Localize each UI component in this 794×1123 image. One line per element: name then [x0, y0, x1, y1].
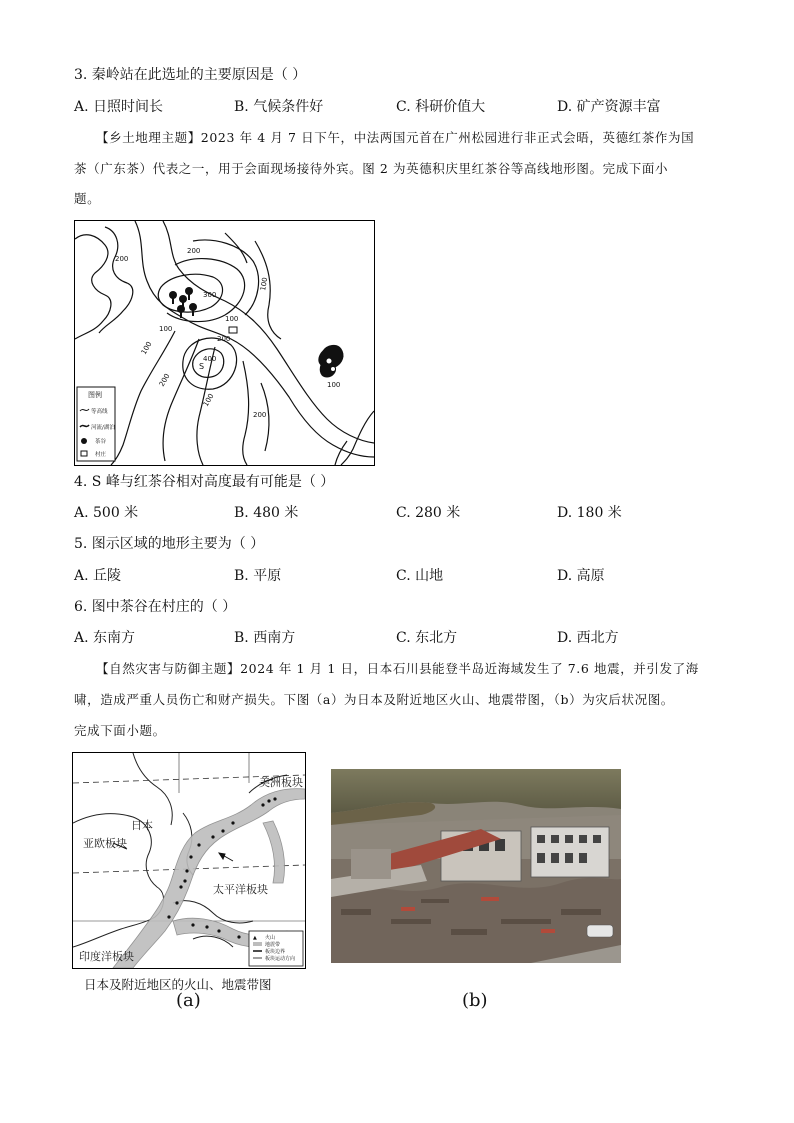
contour-label: 300: [203, 291, 217, 299]
legend-seismic-belt: 地震带: [265, 942, 281, 948]
contour-label: 100: [225, 315, 239, 323]
plate-map-sublabel: (a): [176, 990, 201, 1011]
q3-option-d: D. 矿产资源丰富: [557, 99, 661, 115]
svg-text:▲: ▲: [253, 935, 257, 941]
contour-label: 200: [187, 247, 201, 255]
contour-label: 100: [327, 381, 341, 389]
q6-option-c: C. 东北方: [396, 630, 458, 646]
pacific-plate-label: 太平洋板块: [213, 883, 268, 896]
topic1-line-1: 【乡土地理主题】2023 年 4 月 7 日下午，中法两国元首在广州松园进行非正式会晤，英德红茶作为国: [96, 130, 695, 145]
plate-map-drawing: [73, 753, 305, 968]
q3-option-c: C. 科研价值大: [396, 99, 486, 115]
contour-map: [74, 220, 375, 466]
contour-label: 400: [203, 355, 217, 363]
q4-option-b: B. 480 米: [234, 505, 299, 521]
photo-sublabel: (b): [462, 990, 488, 1011]
q5-option-c: C. 山地: [396, 568, 444, 584]
peak-label: S: [199, 362, 205, 371]
legend-plate-boundary: 板块边界: [265, 949, 286, 955]
q3-stem: 3. 秦岭站在此选址的主要原因是（ ）: [74, 67, 307, 83]
contour-label: 200: [157, 372, 172, 388]
legend-title: 图例: [88, 391, 102, 399]
topic1-line-2: 茶（广东茶）代表之一，用于会面现场接待外宾。图 2 为英德积庆里红茶谷等高线地形图。完成下面小: [74, 161, 669, 176]
contour-label: 100: [259, 276, 270, 292]
plate-map-caption: 日本及附近地区的火山、地震带图: [84, 977, 272, 992]
q4-option-c: C. 280 米: [396, 505, 461, 521]
contour-label: 200: [217, 335, 231, 343]
q3-option-b: B. 气候条件好: [234, 99, 324, 115]
q5-option-d: D. 高原: [557, 568, 605, 584]
q6-option-b: B. 西南方: [234, 630, 296, 646]
disaster-photo-drawing: [331, 769, 621, 963]
indian-plate-label: 印度洋板块: [79, 950, 134, 963]
q5-option-a: A. 丘陵: [74, 568, 122, 584]
q4-option-a: A. 500 米: [74, 505, 139, 521]
q6-stem: 6. 图中茶谷在村庄的（ ）: [74, 599, 237, 615]
topic2-line-3: 完成下面小题。: [74, 723, 166, 738]
japan-label: 日本: [131, 819, 153, 832]
legend-volcano: 火山: [265, 935, 276, 941]
contour-label: 200: [253, 411, 267, 419]
legend-item-village: 村庄: [95, 452, 107, 458]
q4-option-d: D. 180 米: [557, 505, 622, 521]
topic2-line-2: 啸，造成严重人员伤亡和财产损失。下图（a）为日本及附近地区火山、地震带图，（b）为灾后状况图。: [74, 692, 674, 707]
legend-item-river: 河流/湖泊: [91, 425, 115, 431]
q6-option-a: A. 东南方: [74, 630, 136, 646]
contour-label: 100: [139, 340, 154, 356]
topic2-line-1: 【自然灾害与防御主题】2024 年 1 月 1 日，日本石川县能登半岛近海域发生了 7.6 地震，并引发了海: [96, 661, 699, 676]
legend-item-tea: 茶谷: [95, 439, 107, 445]
legend-plate-motion: 板块运动方向: [265, 956, 296, 962]
q4-stem: 4. S 峰与红茶谷相对高度最有可能是（ ）: [74, 474, 335, 490]
legend-item-contour: 等高线: [91, 409, 108, 415]
plate-map: [72, 752, 306, 969]
americas-plate-label: 美洲板块: [259, 776, 303, 789]
contour-label: 200: [115, 255, 129, 263]
q3-option-a: A. 日照时间长: [74, 99, 164, 115]
contour-label: 100: [159, 325, 173, 333]
contour-map-drawing: [75, 221, 374, 465]
q5-option-b: B. 平原: [234, 568, 282, 584]
topic1-line-3: 题。: [74, 191, 101, 206]
disaster-photo: [331, 769, 621, 963]
q5-stem: 5. 图示区域的地形主要为（ ）: [74, 536, 265, 552]
q6-option-d: D. 西北方: [557, 630, 619, 646]
contour-label: 100: [201, 392, 216, 408]
eurasia-plate-label: 亚欧板块: [83, 837, 127, 850]
